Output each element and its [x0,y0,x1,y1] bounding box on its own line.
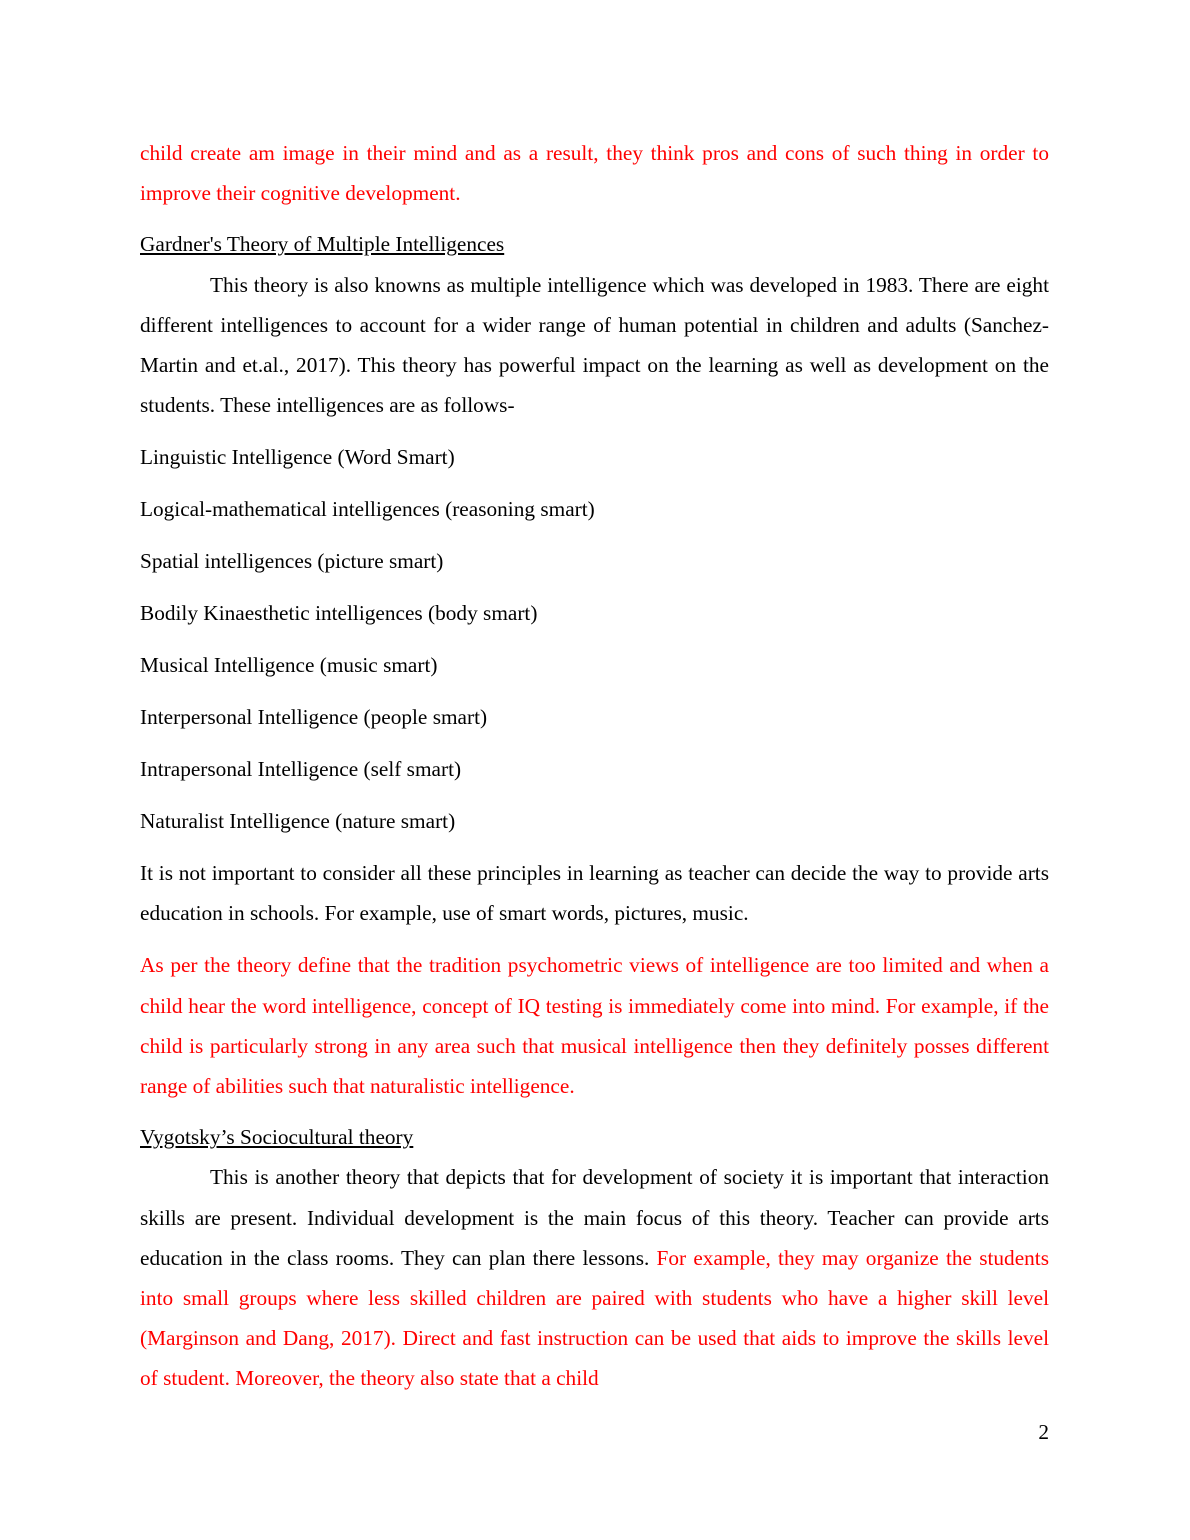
list-item: Bodily Kinaesthetic intelligences (body smart) [140,601,538,626]
list-item: Interpersonal Intelligence (people smart) [140,705,488,730]
list-item: Linguistic Intelligence (Word Smart) [140,445,455,470]
document-page [140,133,1049,1399]
gardner-paragraph: This theory is also knowns as multiple intelligence which was developed in 1983. There are eight different intelligences to account for a wider range of human potential in children and adults (Sanchez-Martin and et.al., 2017). This theory has powerful impact on the learning as well as development on the students. These intelligences are as follows- [140,272,1049,418]
vygotsky-heading: Vygotsky’s Sociocultural theory [140,1125,414,1150]
list-item: Naturalist Intelligence (nature smart) [140,809,456,834]
intro-paragraph: child create am image in their mind and as a result, they think pros and cons of such thing in order to improve their cognitive development. [140,141,1049,206]
page-number: 2 [1038,1420,1049,1444]
gardner-red-paragraph: As per the theory define that the tradition psychometric views of intelligence are too limited and when a child hear the word intelligence, concept of IQ testing is immediately come into mind. For example, if the child is particularly strong in any area such that musical intelligence then they definitely posses different range of abilities such that naturalistic intelligence. [140,953,1049,1099]
list-item: Intrapersonal Intelligence (self smart) [140,757,462,782]
vygotsky-paragraph-red: For example, they may organize the students into small groups where less skilled children are paired with students who have a higher skill level (Marginson and Dang, 2017). Direct and fast instruction can be used that aids to improve the skills level of student. Moreover, the theory also state that a child [140,1245,1049,1391]
list-item: Musical Intelligence (music smart) [140,653,438,678]
gardner-heading: Gardner's Theory of Multiple Intelligences [140,232,505,257]
list-item: Spatial intelligences (picture smart) [140,549,444,574]
intelligence-list [140,437,1049,841]
vygotsky-paragraph-black: This is another theory that depicts that for development of society it is important that interaction skills are present. Individual development is the main focus of this theory. Teacher can provide arts education in the class rooms. They can plan there lessons. [140,1165,1049,1270]
list-item: Logical-mathematical intelligences (reasoning smart) [140,497,595,522]
vygotsky-paragraph [140,1157,1049,1398]
gardner-note-paragraph: It is not important to consider all these principles in learning as teacher can decide the way to provide arts education in schools. For example, use of smart words, pictures, music. [140,861,1049,926]
